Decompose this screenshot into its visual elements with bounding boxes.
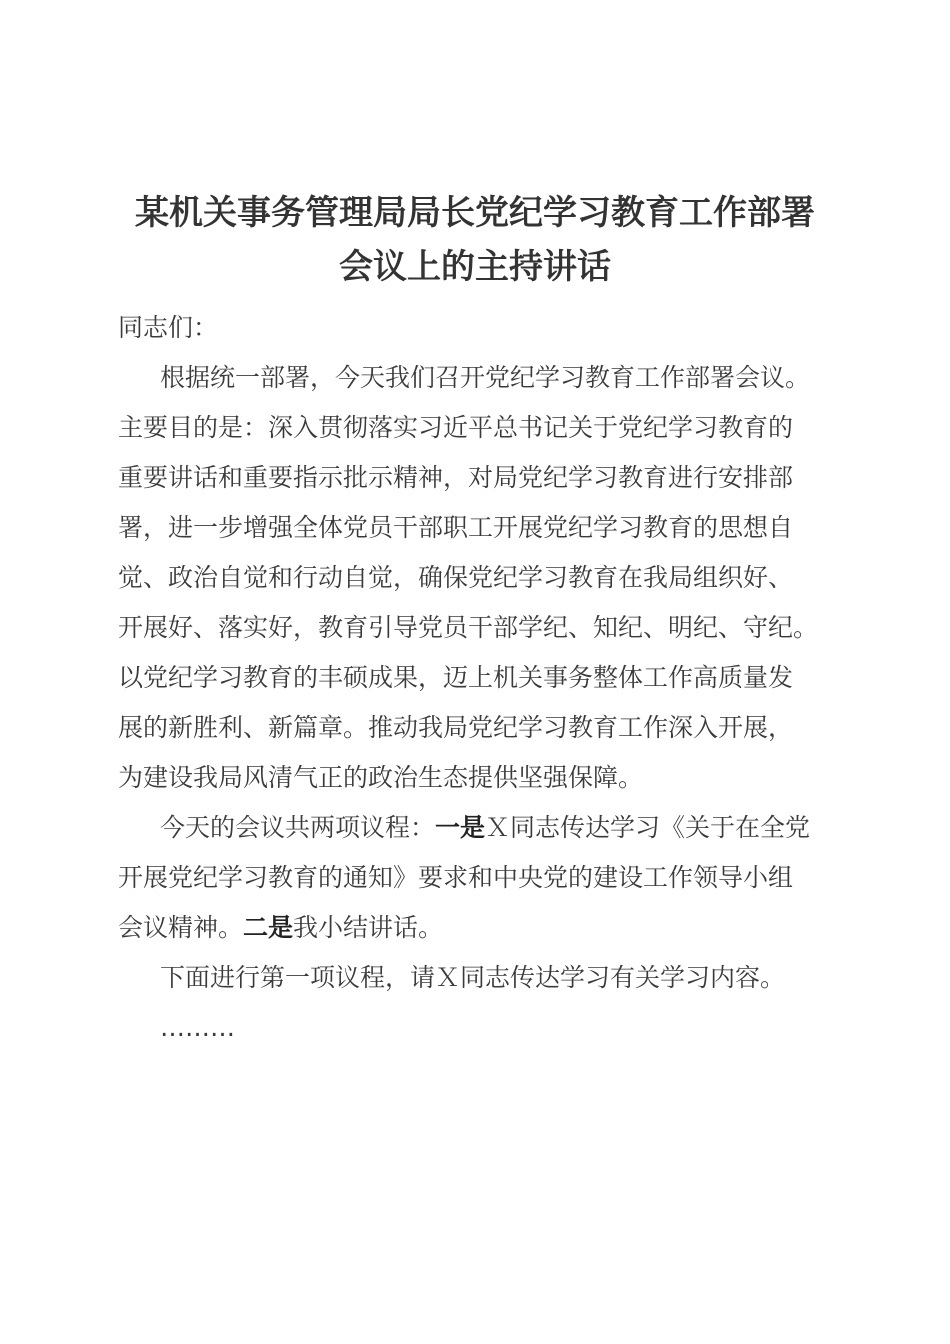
agenda-item-1-label: 一是 — [435, 813, 486, 842]
agenda-item-2-label: 二是 — [243, 913, 294, 942]
paragraph-2-line-3 — [118, 903, 833, 953]
paragraph-1-line: 展的新胜利、新篇章。推动我局党纪学习教育工作深入开展， — [118, 713, 794, 742]
agenda-intro: 今天的会议共两项议程： — [160, 813, 436, 842]
paragraph-3: 下面进行第一项议程，请Ｘ同志传达学习有关学习内容。 — [160, 963, 786, 992]
paragraph-1-line: 以党纪学习教育的丰硕成果，迈上机关事务整体工作高质量发 — [118, 663, 794, 692]
document-body — [118, 303, 833, 1053]
paragraph-1-line: 觉、政治自觉和行动自觉，确保党纪学习教育在我局组织好、 — [118, 563, 794, 592]
agenda-item-2-text: 我小结讲话。 — [293, 913, 444, 942]
title-line-1: 某机关事务管理局局长党纪学习教育工作部署 — [135, 193, 815, 233]
paragraph-2 — [118, 803, 833, 953]
agenda-item-1-end: 会议精神。 — [118, 913, 244, 942]
paragraph-1-line: 为建设我局风清气正的政治生态提供坚强保障。 — [118, 763, 644, 792]
salutation: 同志们： — [118, 313, 219, 342]
agenda-item-1-text: Ｘ同志传达学习《关于在全党 — [485, 813, 811, 842]
document-title — [100, 186, 850, 294]
paragraph-2-line-2: 开展党纪学习教育的通知》要求和中央党的建设工作领导小组 — [118, 863, 794, 892]
paragraph-1-line: 署，进一步增强全体党员干部职工开展党纪学习教育的思想自 — [118, 513, 794, 542]
ellipsis: ……… — [160, 1013, 235, 1042]
paragraph-2-line-1 — [118, 803, 833, 853]
paragraph-1-line: 重要讲话和重要指示批示精神，对局党纪学习教育进行安排部 — [118, 463, 794, 492]
paragraph-1-line: 开展好、落实好，教育引导党员干部学纪、知纪、明纪、守纪。 — [118, 613, 819, 642]
title-line-2: 会议上的主持讲话 — [339, 247, 611, 287]
paragraph-1 — [118, 353, 833, 803]
paragraph-1-line: 主要目的是：深入贯彻落实习近平总书记关于党纪学习教育的 — [118, 413, 794, 442]
paragraph-1-line: 根据统一部署，今天我们召开党纪学习教育工作部署会议。 — [160, 363, 811, 392]
